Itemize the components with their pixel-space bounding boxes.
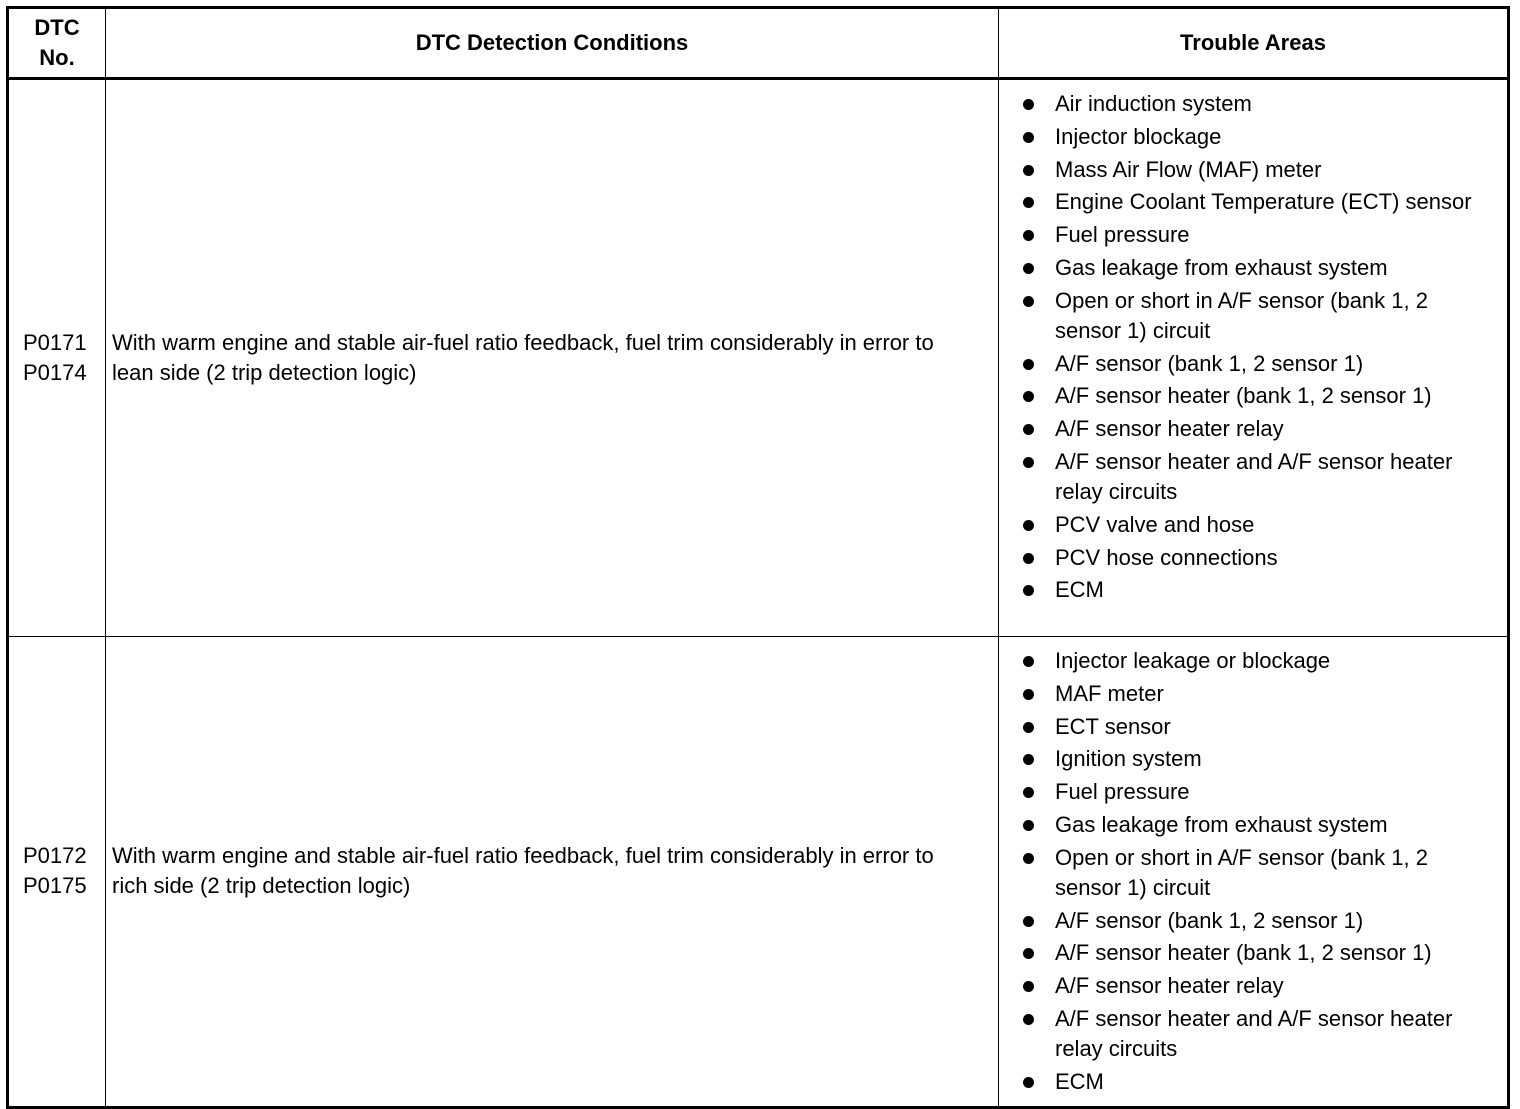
bullet-icon: [1023, 132, 1034, 143]
bullet-icon: [1023, 585, 1034, 596]
bullet-icon: [1023, 722, 1034, 733]
list-item: ECM: [1023, 1067, 1497, 1097]
list-item: Open or short in A/F sensor (bank 1, 2 sensor 1) circuit: [1023, 843, 1497, 903]
bullet-icon: [1023, 263, 1034, 274]
trouble-areas-cell: [999, 79, 1509, 637]
trouble-area-list: [1023, 89, 1497, 605]
bullet-icon: [1023, 656, 1034, 667]
table-row: [8, 637, 1509, 1108]
dtc-code: P0174: [23, 360, 87, 385]
detection-condition: With warm engine and stable air-fuel ratio feedback, fuel trim considerably in error to rich side (2 trip detection logic): [106, 637, 999, 1108]
trouble-area-list: [1023, 646, 1497, 1097]
list-item: Air induction system: [1023, 89, 1497, 119]
bullet-icon: [1023, 359, 1034, 370]
list-item: Engine Coolant Temperature (ECT) sensor: [1023, 187, 1497, 217]
list-item: A/F sensor heater (bank 1, 2 sensor 1): [1023, 381, 1497, 411]
list-item: Injector blockage: [1023, 122, 1497, 152]
bullet-icon: [1023, 296, 1034, 307]
bullet-icon: [1023, 754, 1034, 765]
dtc-code: P0171: [23, 330, 87, 355]
header-dtc-no-line1: DTC: [34, 15, 80, 40]
list-item: Mass Air Flow (MAF) meter: [1023, 155, 1497, 185]
header-areas: Trouble Areas: [999, 8, 1509, 79]
bullet-icon: [1023, 1014, 1034, 1025]
list-item: MAF meter: [1023, 679, 1497, 709]
bullet-icon: [1023, 457, 1034, 468]
list-item: Gas leakage from exhaust system: [1023, 810, 1497, 840]
list-item: A/F sensor heater relay: [1023, 414, 1497, 444]
bullet-icon: [1023, 787, 1034, 798]
list-item: PCV valve and hose: [1023, 510, 1497, 540]
dtc-code: P0175: [23, 873, 87, 899]
bullet-icon: [1023, 820, 1034, 831]
list-item: Open or short in A/F sensor (bank 1, 2 sensor 1) circuit: [1023, 286, 1497, 346]
dtc-code-cell: [8, 79, 106, 637]
bullet-icon: [1023, 99, 1034, 110]
bullet-icon: [1023, 1077, 1034, 1088]
list-item: ECM: [1023, 575, 1497, 605]
header-dtc-no-line2: No.: [39, 45, 75, 70]
bullet-icon: [1023, 520, 1034, 531]
bullet-icon: [1023, 391, 1034, 402]
dtc-code-cell: [8, 637, 106, 1108]
list-item: A/F sensor heater relay: [1023, 971, 1497, 1001]
trouble-areas-cell: [999, 637, 1509, 1108]
list-item: A/F sensor heater and A/F sensor heater relay circuits: [1023, 447, 1497, 507]
table-row: [8, 79, 1509, 637]
list-item: Fuel pressure: [1023, 777, 1497, 807]
list-item: ECT sensor: [1023, 712, 1497, 742]
list-item: A/F sensor heater (bank 1, 2 sensor 1): [1023, 938, 1497, 968]
list-item: A/F sensor (bank 1, 2 sensor 1): [1023, 906, 1497, 936]
dtc-table: [6, 6, 1510, 1109]
bullet-icon: [1023, 948, 1034, 959]
bullet-icon: [1023, 689, 1034, 700]
bullet-icon: [1023, 916, 1034, 927]
list-item: Ignition system: [1023, 744, 1497, 774]
detection-condition: With warm engine and stable air-fuel ratio feedback, fuel trim considerably in error to lean side (2 trip detection logic): [106, 79, 999, 637]
bullet-icon: [1023, 853, 1034, 864]
bullet-icon: [1023, 165, 1034, 176]
bullet-icon: [1023, 197, 1034, 208]
list-item: A/F sensor heater and A/F sensor heater relay circuits: [1023, 1004, 1497, 1064]
bullet-icon: [1023, 981, 1034, 992]
list-item: Gas leakage from exhaust system: [1023, 253, 1497, 283]
list-item: PCV hose connections: [1023, 543, 1497, 573]
header-conditions: DTC Detection Conditions: [106, 8, 999, 79]
bullet-icon: [1023, 424, 1034, 435]
list-item: Injector leakage or blockage: [1023, 646, 1497, 676]
header-dtc-no: [8, 8, 106, 79]
dtc-code: P0172: [23, 843, 87, 869]
bullet-icon: [1023, 230, 1034, 241]
list-item: Fuel pressure: [1023, 220, 1497, 250]
bullet-icon: [1023, 553, 1034, 564]
table-header-row: [8, 8, 1509, 79]
list-item: A/F sensor (bank 1, 2 sensor 1): [1023, 349, 1497, 379]
